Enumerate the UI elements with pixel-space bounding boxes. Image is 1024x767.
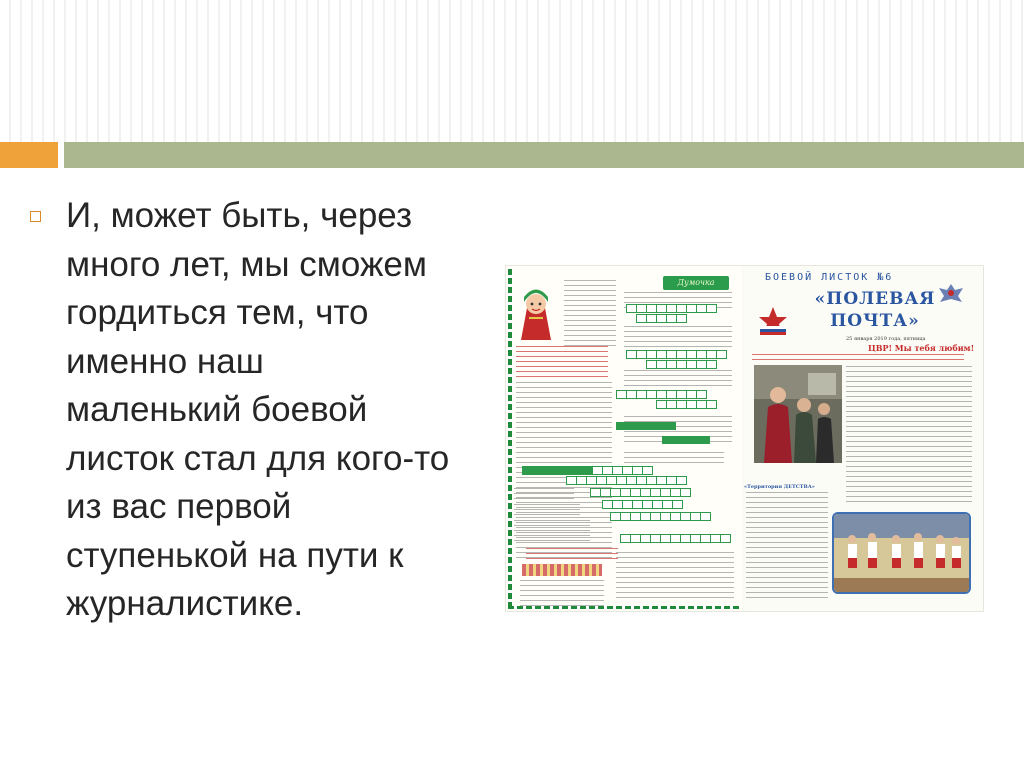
newspaper-header: БОЕВОЙ ЛИСТОК №6	[765, 272, 894, 283]
imprint-text	[616, 552, 734, 602]
article-text	[516, 346, 608, 380]
eagle-emblem-icon	[938, 282, 964, 306]
article-text	[526, 548, 618, 560]
crossword-row	[626, 350, 726, 359]
issue-date: 25 января 2019 года, пятница	[846, 336, 926, 342]
article-text	[564, 280, 616, 350]
event-photo	[754, 365, 842, 463]
crossword-row	[620, 534, 730, 543]
article-text	[846, 366, 972, 506]
crossword-row	[616, 390, 706, 399]
newspaper-title: «ПОЛЕВАЯ ПОЧТА»	[814, 289, 936, 331]
section-label: Думочка	[663, 276, 729, 290]
question-text	[514, 520, 590, 542]
question-text	[624, 326, 732, 348]
decorative-border	[508, 268, 512, 608]
crossword-row	[626, 304, 716, 313]
crossword-row	[636, 314, 686, 323]
doll-illustration	[515, 284, 557, 342]
star-emblem-icon	[758, 306, 788, 336]
decorative-border	[508, 606, 740, 609]
crossword-filled-cells	[662, 436, 710, 444]
question-text	[624, 370, 732, 390]
tagline	[752, 354, 964, 360]
crossword-filled-cells	[616, 422, 676, 430]
bullet-square-icon	[30, 211, 41, 222]
crossword-row	[656, 400, 716, 409]
headline: ЦВР! Мы тебя любим!	[868, 343, 975, 353]
newspaper-left-page	[506, 266, 742, 611]
question-text	[514, 504, 580, 516]
accent-bar-orange	[0, 142, 58, 168]
crossword-row	[566, 476, 686, 485]
question-text	[514, 488, 574, 500]
imprint-text	[520, 580, 604, 606]
crossword-row	[610, 512, 710, 521]
crossword-row	[646, 360, 716, 369]
accent-bar-green	[64, 142, 1024, 168]
newspaper-image	[505, 265, 984, 612]
crossword-row	[602, 500, 682, 509]
article-text	[746, 492, 828, 602]
question-text	[624, 452, 724, 466]
crossword-row	[590, 488, 690, 497]
children-photo	[832, 512, 971, 594]
crossword-row	[522, 466, 652, 475]
children-photo-scene	[834, 514, 969, 592]
footer-banner	[522, 564, 602, 576]
subheading: «Территория ДЕТСТВА»	[744, 484, 815, 490]
bullet-text: И, может быть, через много лет, мы сможем гордиться тем, что именно наш маленький боевой листок стал для кого-то из вас первой ступенькой на пути к журналистике.	[66, 196, 450, 623]
